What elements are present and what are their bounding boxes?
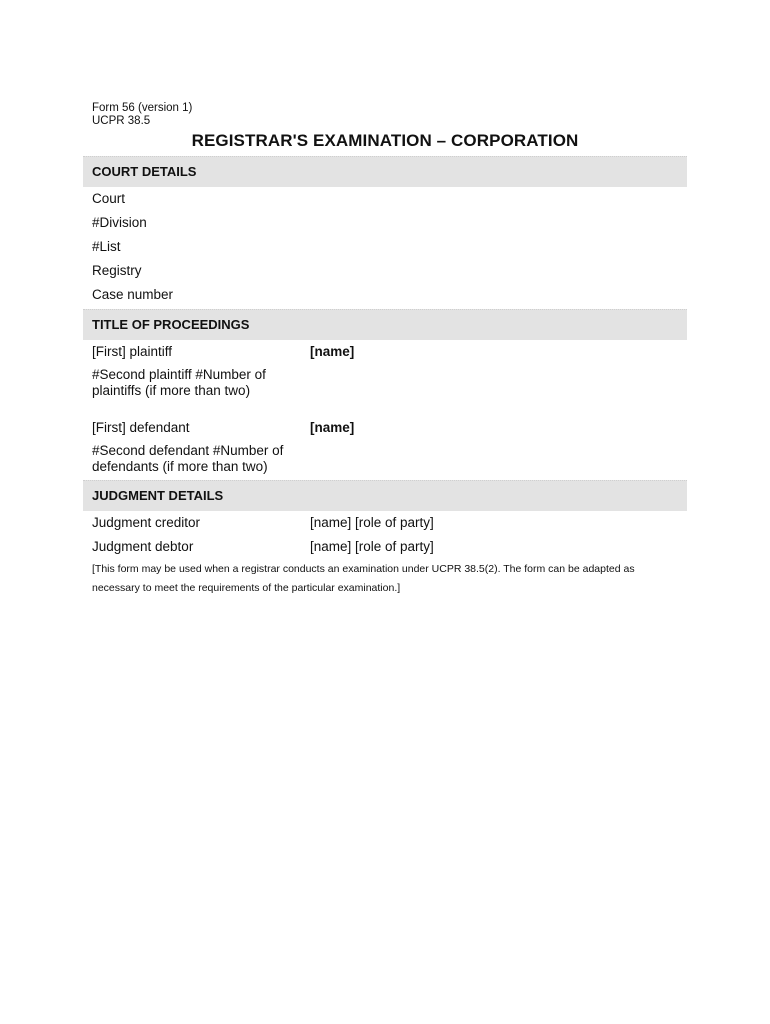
section-heading-court-details: COURT DETAILS [83, 156, 687, 187]
form-rule: UCPR 38.5 [92, 115, 151, 127]
first-defendant-row [83, 416, 687, 440]
case-number-row [83, 283, 687, 307]
first-plaintiff-row [83, 340, 687, 364]
form-number: Form 56 (version 1) [92, 102, 193, 114]
form-usage-note: [This form may be used when a registrar conducts an examination under UCPR 38.5(2). The form can be adapted as necessary to meet the requirements of the particular examination.] [92, 563, 635, 594]
form-page [83, 102, 687, 598]
first-plaintiff-value: [name] [310, 344, 355, 359]
judgment-creditor-label: Judgment creditor [92, 515, 201, 530]
registry-row [83, 259, 687, 283]
document-title: REGISTRAR'S EXAMINATION – CORPORATION [191, 131, 579, 150]
judgment-debtor-row [83, 535, 687, 559]
second-defendant-row [83, 440, 687, 478]
form-meta [92, 102, 687, 128]
judgment-debtor-value: [name] [role of party] [310, 539, 434, 554]
second-plaintiff-label: #Second plaintiff #Number of plaintiffs (if more than two) [92, 367, 266, 398]
section-heading-title-of-proceedings: TITLE OF PROCEEDINGS [83, 309, 687, 340]
division-row [83, 211, 687, 235]
spacer [83, 402, 687, 416]
judgment-creditor-row [83, 511, 687, 535]
list-row [83, 235, 687, 259]
first-plaintiff-label: [First] plaintiff [92, 344, 173, 359]
court-label: Court [92, 191, 126, 206]
first-defendant-label: [First] defendant [92, 420, 190, 435]
judgment-creditor-value: [name] [role of party] [310, 515, 434, 530]
list-label: #List [92, 239, 121, 254]
court-row [83, 187, 687, 211]
division-label: #Division [92, 215, 147, 230]
first-defendant-value: [name] [310, 420, 355, 435]
judgment-debtor-label: Judgment debtor [92, 539, 194, 554]
registry-label: Registry [92, 263, 142, 278]
second-defendant-label: #Second defendant #Number of defendants (if more than two) [92, 443, 284, 474]
case-number-label: Case number [92, 287, 174, 302]
second-plaintiff-row [83, 364, 687, 402]
section-heading-judgment-details: JUDGMENT DETAILS [83, 480, 687, 511]
